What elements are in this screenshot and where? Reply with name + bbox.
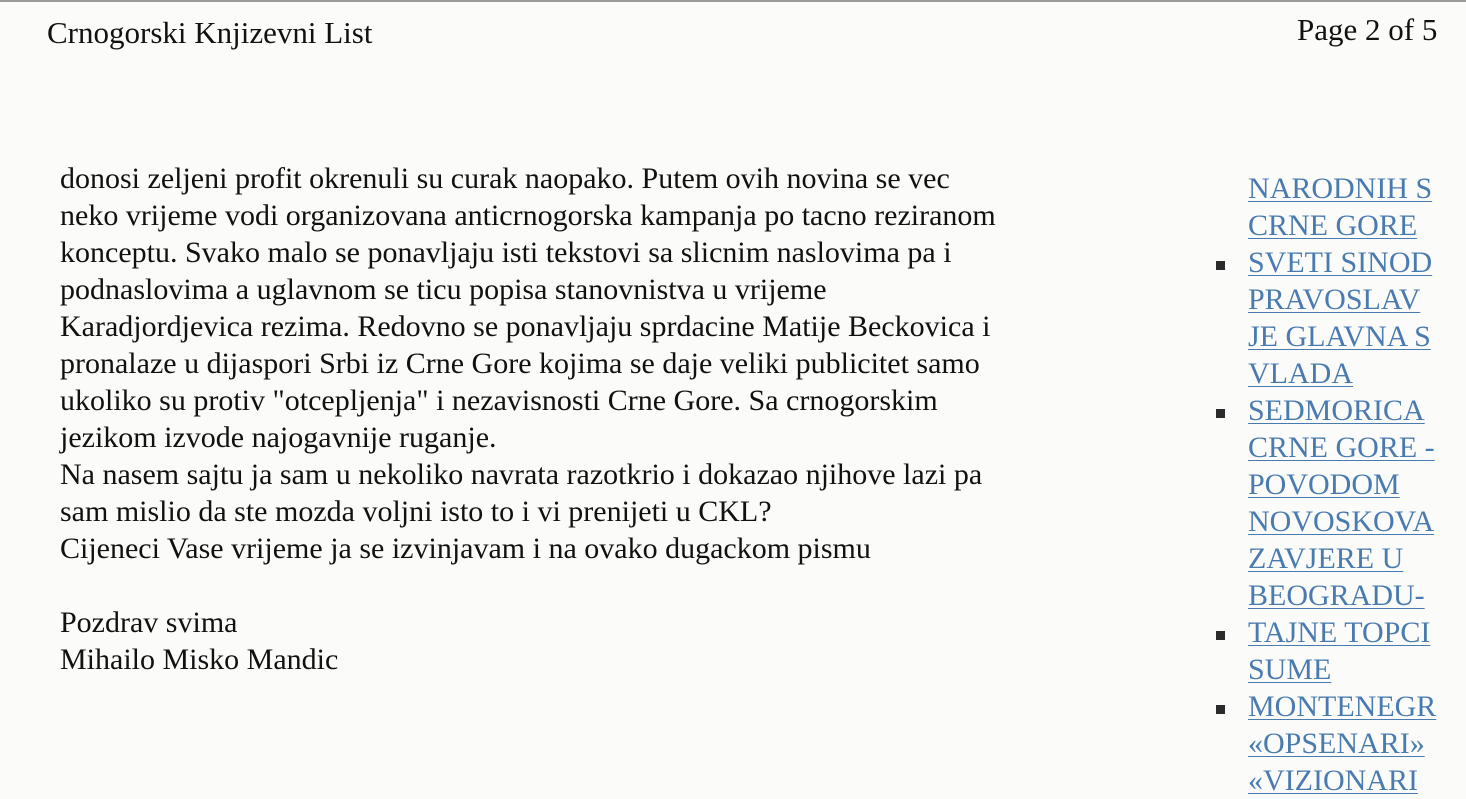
link-text-line: ZAVJERE U: [1248, 542, 1404, 575]
link-text-line: BEOGRADU-: [1248, 579, 1425, 612]
letter-line: podnaslovima a uglavnom se ticu popisa stanovnistva u vrijeme: [60, 273, 827, 306]
related-article-link-tajne-topcider[interactable]: [1248, 614, 1466, 688]
related-article-link-montenegro[interactable]: [1248, 688, 1466, 799]
letter-line: Na nasem sajtu ja sam u nekoliko navrata razotkrio i dokazao njihove lazi pa: [60, 458, 983, 491]
related-article-item: [1210, 170, 1466, 244]
link-text-line: SEDMORICA: [1248, 394, 1425, 427]
letter-signature: Mihailo Misko Mandic: [60, 643, 339, 676]
link-text-line: «VIZIONARI: [1248, 764, 1418, 797]
square-bullet-icon: [1216, 631, 1225, 640]
square-bullet-icon: [1216, 261, 1225, 270]
letter-line: neko vrijeme vodi organizovana anticrnogorska kampanja po tacno reziranom: [60, 199, 996, 232]
letter-line: Cijeneci Vase vrijeme ja se izvinjavam i na ovako dugackom pismu: [60, 532, 871, 565]
letter-closing: Pozdrav svima: [60, 606, 238, 639]
letter-body: [60, 160, 1180, 678]
link-text-line: PRAVOSLAV: [1248, 283, 1421, 316]
letter-line: ukoliko su protiv "otcepljenja" i nezavisnosti Crne Gore. Sa crnogorskim: [60, 384, 938, 417]
link-text-line: «OPSENARI»: [1248, 727, 1425, 760]
related-article-item: [1210, 688, 1466, 799]
related-article-item: [1210, 392, 1466, 614]
letter-line: pronalaze u dijaspori Srbi iz Crne Gore kojima se daje veliki publicitet samo: [60, 347, 980, 380]
square-bullet-icon: [1216, 409, 1225, 418]
related-article-item: [1210, 614, 1466, 688]
square-bullet-icon: [1216, 705, 1225, 714]
link-text-line: MONTENEGR: [1248, 690, 1437, 723]
page-number: Page 2 of 5: [1297, 12, 1438, 47]
related-article-item: [1210, 244, 1466, 392]
link-text-line: SVETI SINOD: [1248, 246, 1433, 279]
letter-line: jezikom izvode najogavnije ruganje.: [60, 421, 497, 454]
related-article-link-sveti-sinod[interactable]: [1248, 244, 1466, 392]
link-text-line: VLADA: [1248, 357, 1353, 390]
link-text-line: NARODNIH S: [1248, 172, 1433, 205]
link-text-line: SUME: [1248, 653, 1332, 686]
link-text-line: CRNE GORE -: [1248, 431, 1435, 464]
related-article-link-narodnih[interactable]: [1248, 170, 1466, 244]
link-text-line: NOVOSKOVA: [1248, 505, 1435, 538]
letter-line: sam mislio da ste mozda voljni isto to i vi prenijeti u CKL?: [60, 495, 772, 528]
paragraph-gap: [60, 567, 1180, 604]
related-article-link-sedmorica[interactable]: [1248, 392, 1466, 614]
link-text-line: CRNE GORE: [1248, 209, 1418, 242]
link-text-line: TAJNE TOPCI: [1248, 616, 1431, 649]
link-text-line: JE GLAVNA S: [1248, 320, 1431, 353]
related-articles-list: [1210, 170, 1466, 799]
letter-line: konceptu. Svako malo se ponavljaju isti tekstovi sa slicnim naslovima pa i: [60, 236, 952, 269]
letter-line: donosi zeljeni profit okrenuli su curak naopako. Putem ovih novina se vec: [60, 162, 950, 195]
top-edge-rule: [0, 0, 1466, 2]
letter-line: Karadjordjevica rezima. Redovno se ponavljaju sprdacine Matije Beckovica i: [60, 310, 991, 343]
link-text-line: POVODOM: [1248, 468, 1400, 501]
page-header-title: Crnogorski Knjizevni List: [47, 15, 373, 50]
related-articles-sidebar: [1210, 170, 1466, 797]
